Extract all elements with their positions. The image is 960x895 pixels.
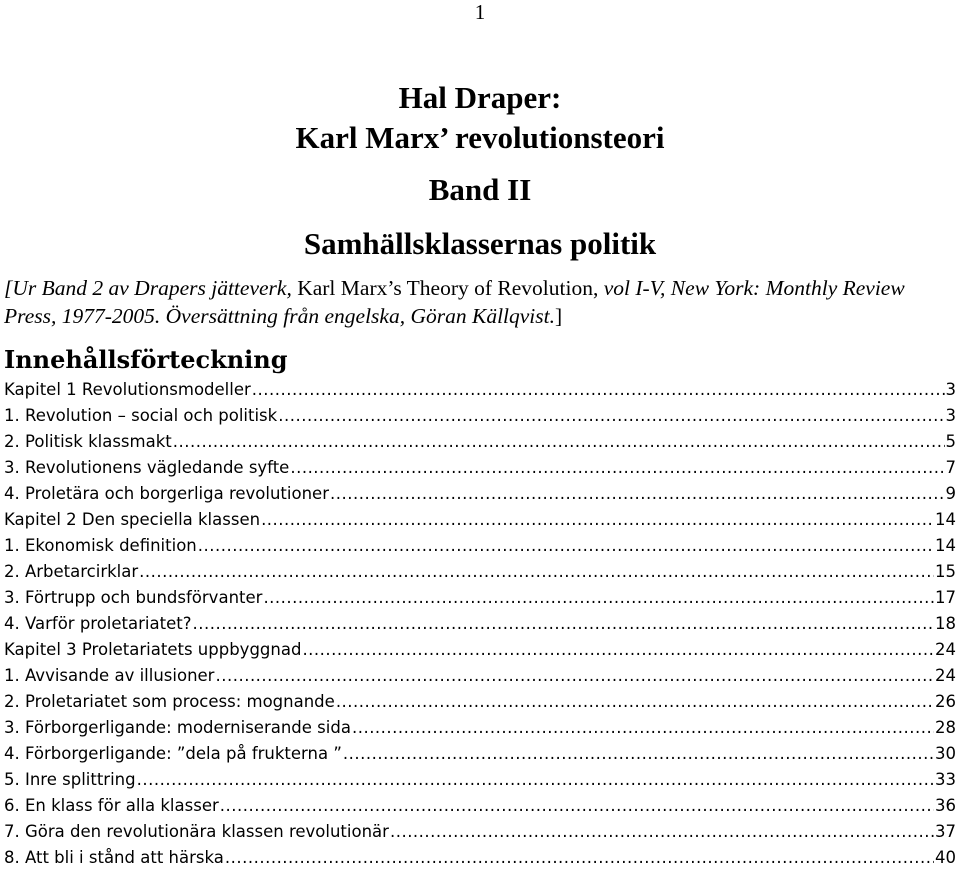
toc-entry-label: 2. Arbetarcirklar [4,562,139,581]
toc-leader [278,403,944,429]
toc-leader [137,767,934,793]
toc-leader [225,845,934,871]
toc-entry-label: Kapitel 2 Den speciella klassen [4,510,261,529]
toc-entry[interactable] [4,819,956,845]
toc-entry-label: 1. Ekonomisk definition [4,536,197,555]
toc-leader [352,715,934,741]
toc-entry[interactable] [4,663,956,689]
toc-leader [390,819,934,845]
toc-entry-label: Kapitel 1 Revolutionsmodeller [4,380,251,399]
source-note-open: [Ur Band 2 av Drapers jätteverk, [4,276,292,300]
toc-entry-page: 36 [935,796,956,815]
toc-entry-page: 40 [935,848,956,867]
toc-entry-page: 33 [935,770,956,789]
volume-heading: Band II [428,172,532,207]
toc-entry-label: 4. Förborgerligande: ”dela på frukterna ” [4,744,342,763]
toc-leader [343,741,934,767]
toc-leader [330,481,945,507]
toc-entry-page: 28 [935,718,956,737]
toc-entry[interactable] [4,455,956,481]
toc-entry-page: 14 [935,510,956,529]
toc-entry-label: 1. Revolution – social och politisk [4,406,278,425]
source-note [4,274,956,330]
toc-entry[interactable] [4,429,956,455]
source-note-close: ] [555,304,563,328]
toc-entry[interactable] [4,793,956,819]
toc-entry-page: 24 [935,640,956,659]
book-title-line: Karl Marx’ revolutionsteori [295,120,665,155]
toc-entry-page: 18 [935,614,956,633]
toc-entry[interactable] [4,689,956,715]
toc-leader [261,507,934,533]
toc-entry-page: 7 [945,458,956,477]
toc-entry-label: 2. Politisk klassmakt [4,432,172,451]
toc-leader [192,611,934,637]
toc-entry-page: 3 [945,380,956,399]
toc-entry-page: 26 [935,692,956,711]
toc-entry-page: 37 [935,822,956,841]
page-number: 1 [474,0,486,24]
toc-entry-label: 7. Göra den revolutionära klassen revolutionär [4,822,389,841]
toc-entry-page: 15 [935,562,956,581]
toc-entry-page: 30 [935,744,956,763]
toc-entry-page: 5 [945,432,956,451]
toc-leader [220,793,934,819]
volume-subtitle: Samhällsklassernas politik [303,226,657,261]
toc-entry-label: 8. Att bli i stånd att härska [4,848,224,867]
toc-entry-label: Kapitel 3 Proletariatets uppbyggnad [4,640,302,659]
toc-entry[interactable] [4,585,956,611]
toc-entry-label: 4. Varför proletariatet? [4,614,192,633]
toc-heading: Innehållsförteckning [4,345,288,374]
toc-entry[interactable] [4,403,956,429]
toc-entry[interactable] [4,559,956,585]
toc-entry-page: 24 [935,666,956,685]
document-title [0,78,960,158]
toc-leader [215,663,934,689]
toc-leader [302,637,934,663]
toc-entry-label: 3. Förborgerligande: moderniserande sida [4,718,351,737]
source-note-work-title: Karl Marx’s Theory of Revolution, [297,276,599,300]
toc-entry[interactable] [4,533,956,559]
toc-entry[interactable] [4,741,956,767]
source-note-rest: vol I-V, New York: Monthly Review Press, 1977-2005. Översättning från engelska, Göran Källqvist. [4,276,905,328]
toc-entry-label: 5. Inre splittring [4,770,136,789]
toc-entry-page: 3 [945,406,956,425]
toc-leader [252,377,945,403]
toc-entry[interactable] [4,715,956,741]
toc-entry[interactable] [4,507,956,533]
toc-entry[interactable] [4,637,956,663]
toc-leader [173,429,945,455]
toc-entry[interactable] [4,767,956,793]
toc-leader [139,559,934,585]
toc-leader [263,585,934,611]
toc-leader [290,455,944,481]
author-line: Hal Draper: [398,80,562,115]
toc-entry[interactable] [4,481,956,507]
toc-entry-label: 4. Proletära och borgerliga revolutioner [4,484,329,503]
toc-leader [336,689,934,715]
toc-entry-label: 6. En klass för alla klasser [4,796,219,815]
toc-leader [198,533,934,559]
toc-entry-label: 3. Förtrupp och bundsförvanter [4,588,263,607]
toc-entry-label: 1. Avvisande av illusioner [4,666,215,685]
toc-entry-label: 2. Proletariatet som process: mognande [4,692,335,711]
toc-entry-page: 9 [945,484,956,503]
toc-entry[interactable] [4,845,956,871]
table-of-contents [4,377,956,871]
toc-entry[interactable] [4,377,956,403]
toc-entry[interactable] [4,611,956,637]
toc-entry-page: 14 [935,536,956,555]
toc-entry-page: 17 [935,588,956,607]
toc-entry-label: 3. Revolutionens vägledande syfte [4,458,290,477]
